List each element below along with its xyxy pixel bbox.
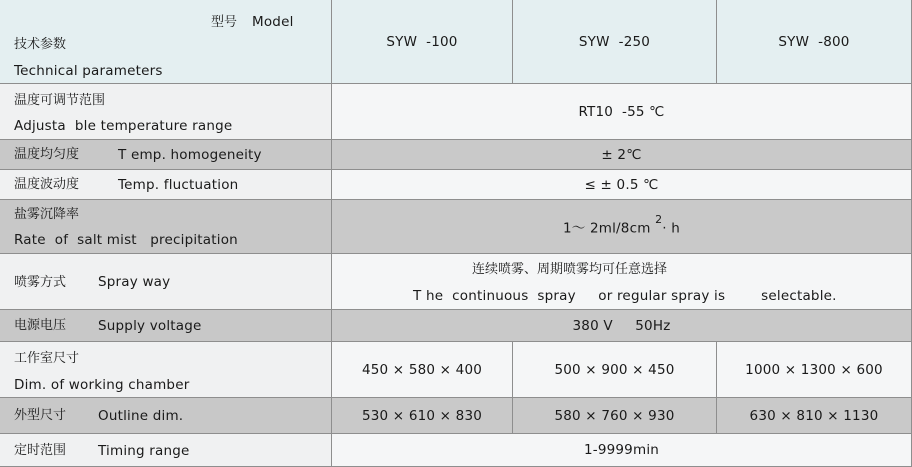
value-temp-range [332, 84, 912, 140]
value-text: 1-9999min [583, 442, 660, 458]
value-text: ≤ ± 0.5 ℃ [584, 176, 659, 193]
value-spray-way [332, 254, 912, 310]
row-label-outline-dim [0, 398, 332, 434]
label-cn: 温度均匀度 [14, 147, 80, 162]
param-label-cn: 技术参数 [14, 37, 67, 52]
value-homogeneity [332, 140, 912, 170]
header-corner-cell [0, 0, 332, 84]
value-fluctuation [332, 170, 912, 200]
value-text: 630 × 810 × 1130 [749, 407, 879, 424]
value-text: 580 × 760 × 930 [554, 407, 675, 424]
value-chamber-dim-1 [332, 342, 513, 398]
value-outline-dim-1 [332, 398, 513, 434]
value-text-en: T he continuous spray or regular spray is selectable. [413, 288, 837, 304]
value-outline-dim-3 [717, 398, 912, 434]
row-label-timing-range [0, 434, 332, 467]
value-text: 1000 × 1300 × 600 [745, 361, 883, 378]
row-label-temp-range [0, 84, 332, 140]
label-cn: 温度波动度 [14, 177, 80, 192]
value-text: 450 × 580 × 400 [361, 361, 483, 378]
model-header-3 [717, 0, 912, 84]
value-text-cn: 连续喷雾、周期喷雾均可任意选择 [472, 262, 668, 277]
label-cn: 外型尺寸 [14, 408, 67, 423]
label-en: Rate of salt mist precipitation [14, 232, 238, 248]
label-cn: 工作室尺寸 [14, 351, 80, 366]
label-en: Spray way [98, 274, 171, 290]
label-cn: 定时范围 [14, 443, 67, 458]
model-name: SYW -100 [386, 33, 458, 50]
label-cn: 喷雾方式 [14, 275, 67, 290]
row-label-fluctuation [0, 170, 332, 200]
label-en: Adjusta ble temperature range [14, 118, 233, 134]
value-chamber-dim-3 [717, 342, 912, 398]
value-main: 1～ 2ml/8cm [562, 220, 651, 237]
model-header-1 [332, 0, 513, 84]
value-text [562, 213, 681, 237]
label-en: T emp. homogeneity [118, 147, 262, 163]
row-label-spray-way [0, 254, 332, 310]
label-en: Dim. of working chamber [14, 377, 190, 393]
label-cn: 温度可调节范围 [14, 93, 106, 108]
row-label-supply-voltage [0, 310, 332, 342]
value-text: 530 × 610 × 830 [361, 407, 483, 424]
label-cn: 电源电压 [14, 318, 67, 333]
label-en: Timing range [98, 443, 190, 459]
value-text: 500 × 900 × 450 [554, 361, 675, 378]
label-en: Supply voltage [98, 318, 202, 334]
model-name: SYW -800 [778, 33, 850, 50]
model-header-2 [513, 0, 717, 84]
value-tail: · h [662, 220, 681, 237]
value-salt-mist [332, 200, 912, 254]
value-outline-dim-2 [513, 398, 717, 434]
label-en: Outline dim. [98, 408, 184, 424]
row-label-salt-mist [0, 200, 332, 254]
value-text: 380 V 50Hz [572, 317, 671, 334]
value-timing-range [332, 434, 912, 467]
label-en: Temp. fluctuation [118, 177, 239, 193]
model-label-cn: 型号 [211, 15, 238, 30]
row-label-chamber-dim [0, 342, 332, 398]
label-cn: 盐雾沉降率 [14, 207, 80, 222]
value-text: ± 2℃ [601, 146, 642, 163]
model-label-en: Model [252, 14, 294, 30]
model-name: SYW -250 [578, 33, 651, 50]
value-chamber-dim-2 [513, 342, 717, 398]
value-superscript: 2 [655, 213, 663, 227]
value-supply-voltage [332, 310, 912, 342]
param-label-en: Technical parameters [14, 63, 163, 79]
row-label-homogeneity [0, 140, 332, 170]
value-text: RT10 -55 ℃ [578, 103, 665, 120]
